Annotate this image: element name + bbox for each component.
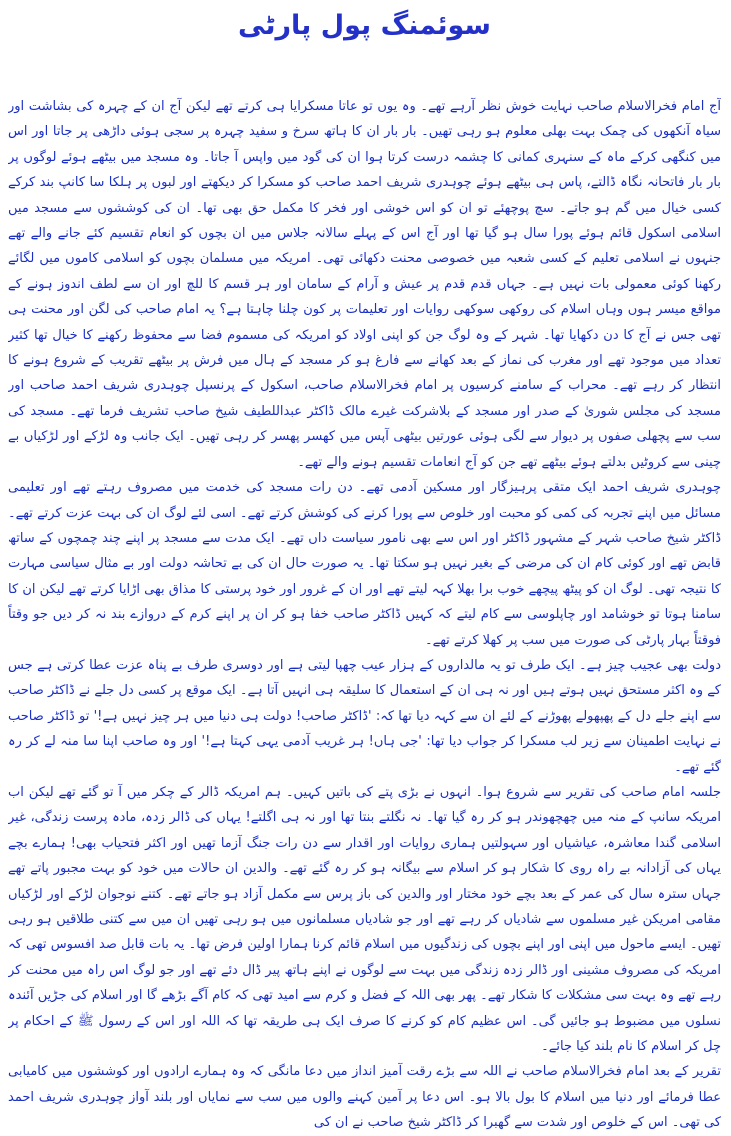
paragraph-3: دولت بھی عجیب چیز ہے۔ ایک طرف تو یہ مالداروں کے ہزار عیب چھپا لیتی ہے اور دوسری طرف بے پناہ عزت عطا کرتی ہے جس کے وہ اکثر مستحق نہیں ہوتے ہیں اور نہ ہی ان کے استعمال کا سلیقہ ہی انہیں آتا ہے۔ ایک موقع پر کسی دل جلے نے ڈاکٹر صاحب سے اپنے جلے دل کے پھپھولے پھوڑنے کے لئے ان سے کہہ دیا تھا کہ: 'ڈاکٹر صاحب! دولت ہی دنیا میں ہر چیز نہیں ہے!' تو ڈاکٹر صاحب نے نہایت اطمینان سے زیر لب مسکرا کر جواب دیا تھا: 'جی ہاں! ہر غریب آدمی یہی کہتا ہے!' اور وہ صاحب اپنا سا منہ لے کر رہ گئے تھے۔ <box>8 657 721 775</box>
paragraph-4: جلسہ امام صاحب کی تقریر سے شروع ہوا۔ انہوں نے بڑی پتے کی باتیں کہیں۔ ہم امریکہ ڈالر کے چکر میں آ تو گئے تھے لیکن اب امریکہ سانپ کے منہ میں چھچھوندر ہو کر رہ گیا تھا۔ نہ نگلتے بنتا تھا اور نہ ہی اگلتے! یہاں کی ڈالر زدہ، مادہ پرست زندگی، غیر اسلامی گندا معاشرہ، عیاشیاں اور سہولتیں ہماری روایات اور اقدار سے دن رات جنگ آزما تھیں اور اکثر فتحیاب بھی! ہمارے بچے یہاں کی آزادانہ بے راہ روی کا شکار ہو کر اسلام سے بیگانہ ہو کر رہ گئے تھے۔ والدین ان حالات میں خود کو بہت مجبور پاتے تھے جہاں سترہ سال کی عمر کے بعد بچے خود مختار اور والدین کی باز پرس سے مکمل آزاد ہو جاتے تھے۔ کتنے نوجوان لڑکے اور لڑکیاں مقامی امریکن غیر مسلموں سے شادیاں کر رہے تھے اور جو شادیاں مسلمانوں میں ہو رہی تھیں ان میں سے کتنی طلاقیں ہو رہی تھیں۔ ایسے ماحول میں اپنی اور اپنے بچوں کی زندگیوں میں اسلام قائم کرنا ہمارا اولین فرض تھا۔ یہ بات قابل صد افسوس تھی کہ امریکہ کی مصروف مشینی اور ڈالر زدہ زندگی میں بہت سے لوگوں نے اپنے ہاتھ پیر ڈال دئے تھے اور جو لوگ اس راہ میں محنت کر رہے تھے وہ بہت سی مشکلات کا شکار تھے۔ پھر بھی اللہ کے فضل و کرم سے امید تھی کہ کام آگے بڑھے گا اور اسلام کی جڑیں آئندہ نسلوں میں مضبوط ہو جائیں گی۔ اس عظیم کام کو کرنے کا صرف ایک ہی طریقہ تھا کہ اللہ اور اس کے رسول ﷺ کے احکام پر چل کر اسلام کا نام بلند کیا جائے۔ <box>8 784 721 1055</box>
paragraph-5: تقریر کے بعد امام فخرالاسلام صاحب نے اللہ سے بڑے رقت آمیز انداز میں دعا مانگی کہ وہ ہمارے ارادوں اور کوششوں میں کامیابی عطا فرمائے اور دنیا میں اسلام کا بول بالا ہو۔ اس دعا پر آمین کہنے والوں میں سب سے نمایاں اور بلند آواز چوہدری شریف احمد کی تھی۔ اس کے خلوص اور شدت سے گھبرا کر ڈاکٹر شیخ صاحب نے ان کی <box>8 1064 721 1131</box>
page-title: سوئمنگ پول پارٹی <box>238 10 491 41</box>
paragraph-1: آج امام فخرالاسلام صاحب نہایت خوش نظر آرہے تھے۔ وہ یوں تو عاتا مسکرایا ہی کرتے تھے لیکن آج ان کے چہرہ کی بشاشت اور سیاہ آنکھوں کی چمک بہت بھلی معلوم ہو رہی تھیں۔ بار بار ان کا ہاتھ سرخ و سفید چہرہ پر سجی ہوئی داڑھی پر جاتا اور اس میں کنگھی کرکے ماہ کے سنہری کمانی کا چشمہ درست کرتا ہوا ان کی گود میں واپس آ جاتا۔ وہ مسجد میں بیٹھے ہوئے لوگوں پر بار بار فاتحانہ نگاہ ڈالتے، پاس ہی بیٹھے ہوئے چوہدری شریف احمد صاحب کو مسکرا کر دیکھتے اور لبوں پر ہلکا سا کانپ بند کرکے کسی خیال میں گم ہو جاتے۔ سچ پوچھئے تو ان کو اس خوشی اور فخر کا مکمل حق بھی تھا۔ ان کی کوششوں سے مسجد میں اسلامی اسکول قائم ہوئے پورا سال ہو گیا تھا اور آج اس کے پہلے سالانہ جلاس میں ان بچوں کو انعام تقسیم کئے جانے والے تھے جنہوں نے اسلامی تعلیم کے کسی شعبہ میں خصوصی محنت دکھائی تھی۔ امریکہ میں مسلمان بچوں کو اسلامی کاموں میں لگائے رکھنا کوئی معمولی بات نہیں ہے۔ جہاں قدم قدم پر عیش و آرام کے سامان اور ہر قسم کا للچ اور ان سے لطف اندوز ہونے کے مواقع میسر ہوں وہاں اسلام کی روکھی سوکھی روایات اور تعلیمات پر کون چلنا چاہتا ہے؟ یہ امام صاحب کی لگن اور محنت ہی تھی جس نے آج کا دن دکھایا تھا۔ شہر کے وہ لوگ جن کو اپنی اولاد کو امریکہ کی مسموم فضا سے محفوظ رکھنے کا خیال تھا کثیر تعداد میں موجود تھے اور مغرب کی نماز کے بعد کھانے سے فارغ ہو کر مسجد کے ہال میں فرش پر بیٹھے تقریب کے شروع ہونے کا انتظار کر رہے تھے۔ محراب کے سامنے کرسیوں پر امام فخرالاسلام صاحب، اسکول کے پرنسپل چوہدری شریف احمد صاحب اور مسجد کی مجلس شوریٰ کے صدر اور مسجد کے بلاشرکت غیرے مالک ڈاکٹر عبداللطیف شیخ صاحب تشریف فرما تھے۔ مسجد کی سب سے پچھلی صفوں پر دیوار سے لگی ہوئی عورتیں بیٹھی آپس میں کھسر پھسر کر رہی تھیں۔ ایک جانب وہ لڑکے اور لڑکیاں بے چینی سے کروٹیں بدلتے ہوئے بیٹھے تھے جن کو آج انعامات تقسیم ہونے والے تھے۔ <box>8 99 721 470</box>
article-body <box>8 94 721 1136</box>
paragraph-2: چوہدری شریف احمد ایک متقی پرہیزگار اور مسکین آدمی تھے۔ دن رات مسجد کی خدمت میں مصروف رہتے تھے اور تعلیمی مسائل میں اپنے تجربہ کی کمی کو محبت اور خلوص سے پورا کرنے کی کوشش کرتے تھے۔ اسی لئے لوگ ان کی بہت عزت کرتے تھے۔ ڈاکٹر شیخ صاحب شہر کے مشہور ڈاکٹر اور اس سے بھی نامور سیاست داں تھے۔ ایک مدت سے مسجد پر اپنے چند چمچوں کے ساتھ قابض تھے اور کوئی کام ان کی مرضی کے بغیر نہیں ہو سکتا تھا۔ یہ صورت حال ان کی بے تحاشہ دولت اور بے مثال سیاسی مہارت کا نتیجہ تھی۔ لوگ ان کو پیٹھ پیچھے خوب برا بھلا کہہ لیتے تھے اور ان کے غرور اور خود پرستی کا مذاق بھی اڑایا کرتے تھے لیکن ان کا سامنا ہوتا تو خوشامد اور چاپلوسی سے کام لیتے کہ کہیں ڈاکٹر صاحب خفا ہو کر ان پر اپنے کرم کے دروازے بند نہ کر دیں جو وقتاً فوقتاً بہار پارٹی کی صورت میں سب پر کھلا کرتے تھے۔ <box>8 480 721 648</box>
